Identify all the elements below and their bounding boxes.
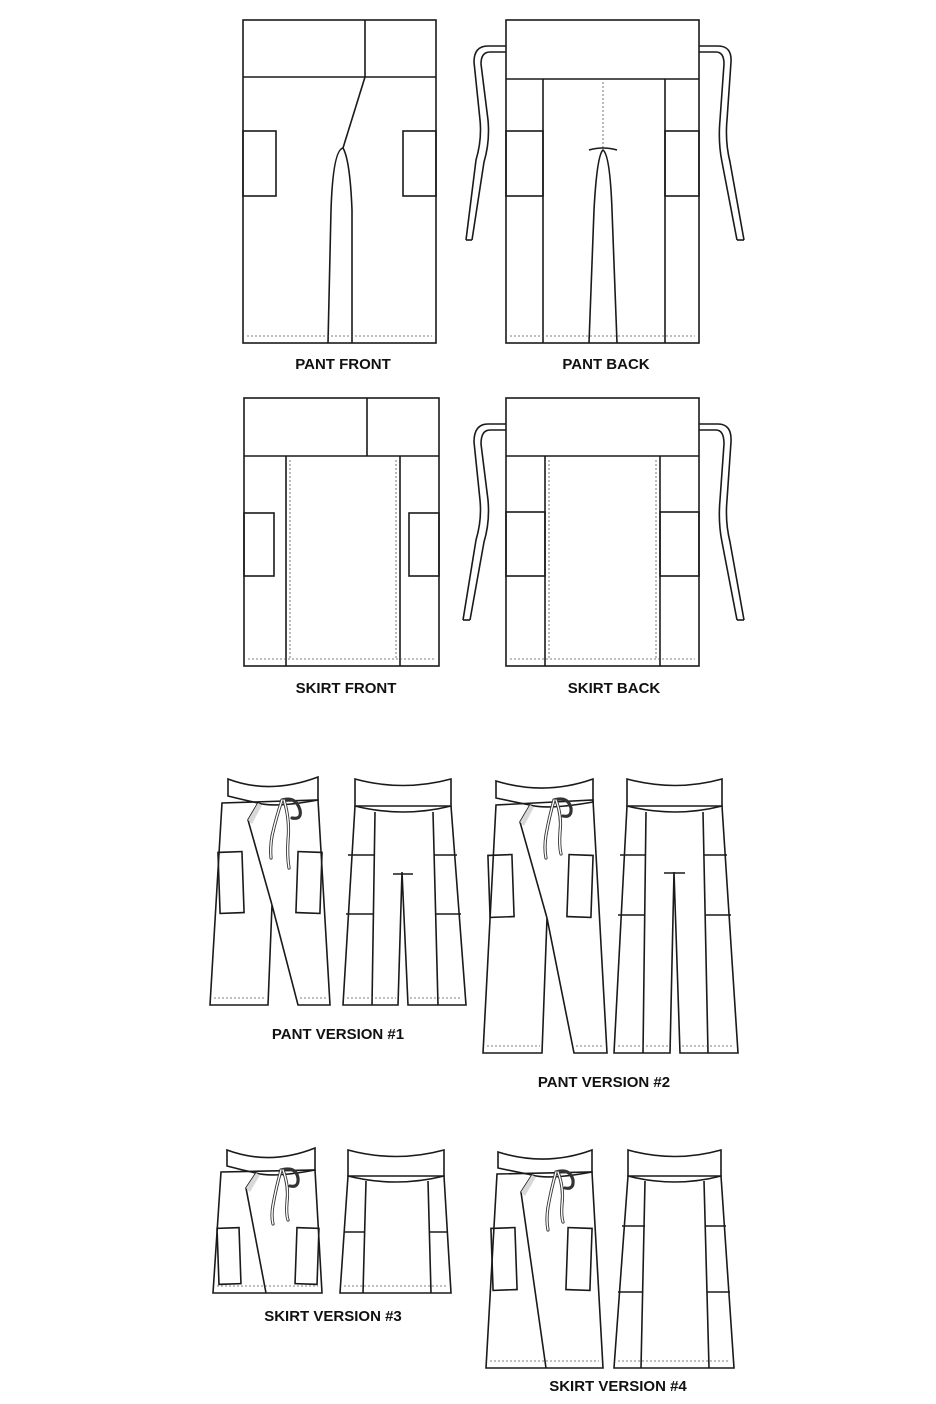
pant-v2-pocket-right xyxy=(567,855,593,918)
skirt-front-flat xyxy=(244,398,439,666)
skirt-back-flat xyxy=(463,398,744,666)
pant-v1-back-sketch xyxy=(343,779,466,1005)
skirt-v4-label: SKIRT VERSION #4 xyxy=(549,1378,687,1395)
skirt-back-label: SKIRT BACK xyxy=(567,680,661,697)
skirt-front-label: SKIRT FRONT xyxy=(295,680,397,697)
pant-front-pocket-left xyxy=(243,131,276,196)
skirt-back-pocket-left xyxy=(506,512,545,576)
pant-front-label: PANT FRONT xyxy=(295,356,391,373)
skirt-v3-front-sketch xyxy=(213,1148,322,1293)
pant-back-pocket-left xyxy=(506,131,543,196)
skirt-v4-pocket-right xyxy=(566,1228,592,1291)
skirt-v3-pocket-right xyxy=(295,1228,319,1285)
pant-v1-pocket-left xyxy=(218,852,244,914)
skirt-back-pocket-right xyxy=(660,512,699,576)
skirt-v3-pocket-left xyxy=(217,1228,241,1285)
pant-back-flat xyxy=(466,20,744,343)
skirt-v4-back-sketch xyxy=(614,1150,734,1368)
skirt-v4-pocket-left xyxy=(491,1228,517,1291)
skirt-v3-back-sketch xyxy=(340,1150,451,1293)
pant-v2-back-sketch xyxy=(614,779,738,1053)
pant-front-flat xyxy=(243,20,436,343)
pant-back-pocket-right xyxy=(665,131,699,196)
pant-front-pocket-right xyxy=(403,131,436,196)
pant-v2-label: PANT VERSION #2 xyxy=(537,1074,671,1091)
pant-v1-pocket-right xyxy=(296,852,322,914)
pant-back-label: PANT BACK xyxy=(562,356,650,373)
pant-v1-front-sketch xyxy=(210,777,330,1005)
skirt-v4-front-sketch xyxy=(486,1150,603,1368)
skirt-v3-label: SKIRT VERSION #3 xyxy=(264,1308,402,1325)
skirt-front-pocket-right xyxy=(409,513,439,576)
pant-v1-label: PANT VERSION #1 xyxy=(271,1026,405,1043)
skirt-front-pocket-left xyxy=(244,513,274,576)
pant-v2-front-sketch xyxy=(483,779,607,1053)
